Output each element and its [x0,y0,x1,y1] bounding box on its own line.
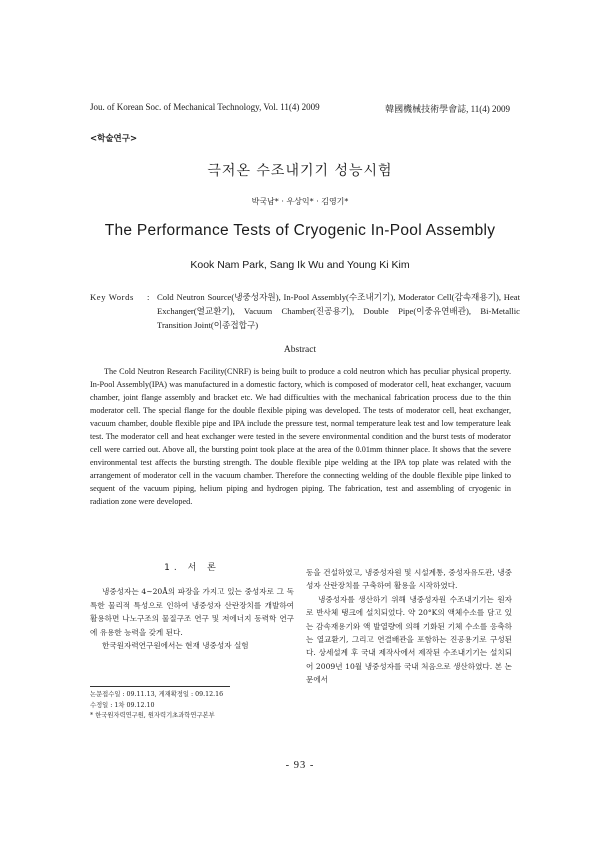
intro-paragraph-1: 냉중성자는 4~20Å의 파장을 가지고 있는 중성자로 그 독특한 물리적 특성으로 인하여 냉중성자 산란장치를 개발하여 활용하면 나노구조의 물질구조 연구 및 저에너지 동력학 연구에 유용한 능력을 갖게 된다. [90,587,294,637]
left-column [90,562,294,652]
keywords-block [90,291,520,332]
running-header-journal-ko: 韓國機械技術學會誌, 11(4) 2009 [385,104,510,114]
intro-paragraph-2-start: 한국원자력연구원에서는 현재 냉중성자 실험 [102,641,249,651]
abstract-heading: Abstract [283,345,317,355]
section-heading-introduction: 1. 서 론 [164,563,220,573]
article-category: <학술연구> [90,134,138,144]
authors-english: Kook Nam Park, Sang Ik Wu and Young Ki Kim [190,259,410,271]
footnote-affiliation: * 한국원자력연구원, 원자력기초과학연구본부 [90,712,215,720]
abstract-body: The Cold Neutron Research Facility(CNRF) is being built to produce a cold neutron which has peculiar physical property. In-Pool Assembly(IPA) was manufactured in a domestic factory, which is composed of moderator cell, heat exchanger, vacuum chamber, joint flange assembly and bracket etc. We had difficulties with the mechanical fabrication process due to the thin moderator cell. The special flange for the double flexible piping was developed. The tests of moderator cell, heat exchanger, vacuum chamber, double flexible pipe and IPA include the pressure test, normal temperature leak test and low temperature leak test. The moderator cell and heat exchanger were tested in the severe environmental condition and the burst tests of moderator cell were carried out. Above all, the bursting point took place at the area of the 0.01mm thinner place. It shows that the severe environmental test affects the bursting strength. The double flexible pipe welding at the IPA top plate was related with the arrangement of moderator cell in the vacuum chamber. Therefore the connecting welding of the double flexible pipe linked to sequent of the vacuum piping, helium piping and hydrogen piping. The fabrication, test and assembling of cryogenic in radiation zone were developed. [90,367,511,507]
footnote-revision-date: 수정일 : 1차 09.12.10 [90,701,155,709]
footnote-received-date: 논문접수일 : 09.11.13, 게재확정일 : 09.12.16 [90,691,224,698]
right-column [306,566,512,687]
intro-paragraph-2-continued: 동을 건설하였고, 냉중성자원 및 시설계통, 중성자유도관, 냉중성자 산란장치를 구축하여 활용을 시작하였다. [306,568,512,591]
title-korean: 극저온 수조내기기 성능시험 [207,163,393,179]
footnotes [90,690,300,722]
keywords-colon: : [147,292,150,302]
intro-paragraph-3: 냉중성자를 생산하기 위해 냉중성자원 수조내기기는 원자로 반사체 탱크에 설치되었다. 약 20°K의 액체수소를 담고 있는 감속재용기와 액 발열량에 의해 기화된 기체 수소를 응축하는 열교환기, 그리고 연결배관을 포함하는 진공용기로 구성된다. 상세설계 후 국내 제작사에서 제작된 수조내기기는 설치되어 2009년 10월 냉중성자를 국내 처음으로 생산하였다. 본 논문에서 [306,594,512,685]
keywords-label: Key Words [90,292,134,302]
authors-korean: 박국남* · 우상익* · 김영기* [251,197,349,206]
title-english: The Performance Tests of Cryogenic In-Pool Assembly [104,222,496,239]
running-header-journal-en: Jou. of Korean Soc. of Mechanical Technology, Vol. 11(4) 2009 [90,102,320,112]
footnote-divider [90,686,230,687]
keywords-text: Cold Neutron Source(냉중성자원), In-Pool Assembly(수조내기기), Moderator Cell(감속재용기), Heat Exchanger(열교환기), Vacuum Chamber(진공용기), Double Pipe(이중유연배관), Bi-Metallic Transition Joint(이종접합구) [157,292,520,330]
page-number: - 93 - [285,760,315,771]
